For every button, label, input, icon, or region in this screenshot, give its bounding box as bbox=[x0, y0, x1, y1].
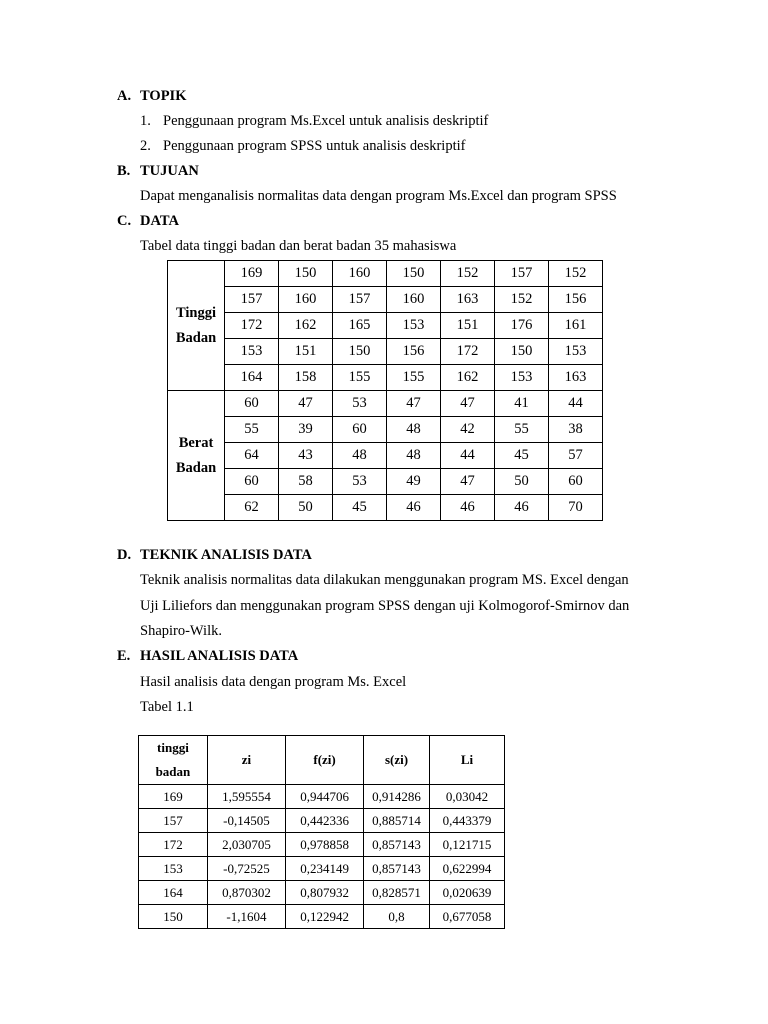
header-li: Li bbox=[429, 736, 504, 785]
result-cell: 1,595554 bbox=[207, 785, 285, 809]
topic-2-number: 2. bbox=[140, 138, 151, 154]
berat-row bbox=[168, 469, 603, 495]
tinggi-cell: 165 bbox=[333, 313, 387, 339]
berat-row bbox=[168, 391, 603, 417]
tinggi-cell: 160 bbox=[279, 287, 333, 313]
berat-cell: 46 bbox=[441, 495, 495, 521]
tinggi-cell: 172 bbox=[441, 339, 495, 365]
berat-cell: 55 bbox=[225, 417, 279, 443]
result-cell: 0,944706 bbox=[286, 785, 364, 809]
tinggi-cell: 156 bbox=[387, 339, 441, 365]
section-b-letter: B. bbox=[117, 163, 131, 179]
topic-2-text: Penggunaan program SPSS untuk analisis deskriptif bbox=[163, 138, 466, 154]
tinggi-cell: 169 bbox=[225, 261, 279, 287]
result-cell: 0,870302 bbox=[207, 881, 285, 905]
section-c-letter: C. bbox=[117, 213, 132, 229]
result-header-row bbox=[139, 736, 505, 785]
berat-cell: 44 bbox=[549, 391, 603, 417]
berat-label-1: Berat bbox=[178, 434, 214, 451]
technique-line-2: Uji Liliefors dan menggunakan program SPSS dengan uji Kolmogorof-Smirnov dan bbox=[140, 598, 630, 614]
berat-cell: 64 bbox=[225, 443, 279, 469]
result-cell: 0,857143 bbox=[364, 833, 430, 857]
berat-cell: 49 bbox=[387, 469, 441, 495]
header-badan: badan bbox=[155, 764, 191, 779]
berat-cell: 45 bbox=[333, 495, 387, 521]
result-cell: 0,442336 bbox=[286, 809, 364, 833]
result-cell: 0,857143 bbox=[364, 857, 430, 881]
section-e-title: HASIL ANALISIS DATA bbox=[140, 648, 299, 664]
section-c-title: DATA bbox=[140, 213, 179, 229]
tinggi-label-2: Badan bbox=[175, 329, 217, 346]
berat-cell: 46 bbox=[387, 495, 441, 521]
tinggi-cell: 152 bbox=[441, 261, 495, 287]
tinggi-cell: 156 bbox=[549, 287, 603, 313]
berat-cell: 50 bbox=[495, 469, 549, 495]
berat-cell: 48 bbox=[333, 443, 387, 469]
tinggi-row bbox=[168, 261, 603, 287]
tinggi-cell: 162 bbox=[279, 313, 333, 339]
tinggi-cell: 155 bbox=[387, 365, 441, 391]
berat-cell: 41 bbox=[495, 391, 549, 417]
header-szi: s(zi) bbox=[364, 736, 430, 785]
tinggi-cell: 150 bbox=[333, 339, 387, 365]
berat-label bbox=[168, 391, 225, 521]
section-b-title: TUJUAN bbox=[140, 163, 199, 179]
berat-cell: 47 bbox=[441, 391, 495, 417]
technique-line-1: Teknik analisis normalitas data dilakukan menggunakan program MS. Excel dengan bbox=[140, 572, 629, 588]
tinggi-cell: 153 bbox=[387, 313, 441, 339]
berat-cell: 38 bbox=[549, 417, 603, 443]
tinggi-cell: 163 bbox=[441, 287, 495, 313]
tinggi-row bbox=[168, 339, 603, 365]
tinggi-cell: 152 bbox=[495, 287, 549, 313]
tinggi-cell: 176 bbox=[495, 313, 549, 339]
berat-cell: 55 bbox=[495, 417, 549, 443]
berat-cell: 48 bbox=[387, 417, 441, 443]
result-cell: 0,122942 bbox=[286, 905, 364, 929]
result-cell: 0,828571 bbox=[364, 881, 430, 905]
tinggi-label bbox=[168, 261, 225, 391]
liliefors-result-table bbox=[138, 735, 505, 929]
tinggi-label-1: Tinggi bbox=[175, 304, 217, 321]
result-row bbox=[139, 833, 505, 857]
berat-cell: 62 bbox=[225, 495, 279, 521]
berat-cell: 39 bbox=[279, 417, 333, 443]
header-tinggi: tinggi bbox=[157, 740, 189, 755]
berat-cell: 47 bbox=[387, 391, 441, 417]
result-cell: -0,72525 bbox=[207, 857, 285, 881]
berat-cell: 53 bbox=[333, 391, 387, 417]
berat-cell: 60 bbox=[333, 417, 387, 443]
tinggi-cell: 163 bbox=[549, 365, 603, 391]
result-cell: 0,020639 bbox=[429, 881, 504, 905]
header-tinggi-badan bbox=[139, 736, 208, 785]
result-row bbox=[139, 881, 505, 905]
section-d-title: TEKNIK ANALISIS DATA bbox=[140, 547, 312, 563]
topic-1-number: 1. bbox=[140, 113, 151, 129]
result-cell: 0,8 bbox=[364, 905, 430, 929]
tinggi-cell: 153 bbox=[549, 339, 603, 365]
tinggi-cell: 150 bbox=[495, 339, 549, 365]
tinggi-cell: 153 bbox=[495, 365, 549, 391]
tinggi-row bbox=[168, 365, 603, 391]
berat-cell: 47 bbox=[441, 469, 495, 495]
topic-1-text: Penggunaan program Ms.Excel untuk analisis deskriptif bbox=[163, 113, 489, 129]
berat-cell: 57 bbox=[549, 443, 603, 469]
berat-cell: 43 bbox=[279, 443, 333, 469]
tinggi-cell: 160 bbox=[333, 261, 387, 287]
result-cell: 0,234149 bbox=[286, 857, 364, 881]
result-cell: 157 bbox=[139, 809, 208, 833]
tinggi-cell: 157 bbox=[333, 287, 387, 313]
result-cell: 0,443379 bbox=[429, 809, 504, 833]
result-cell: 0,914286 bbox=[364, 785, 430, 809]
result-cell: 172 bbox=[139, 833, 208, 857]
berat-cell: 42 bbox=[441, 417, 495, 443]
tinggi-cell: 157 bbox=[495, 261, 549, 287]
tinggi-cell: 172 bbox=[225, 313, 279, 339]
result-text: Hasil analisis data dengan program Ms. Excel bbox=[140, 674, 407, 690]
result-cell: 150 bbox=[139, 905, 208, 929]
berat-cell: 60 bbox=[549, 469, 603, 495]
result-cell: 153 bbox=[139, 857, 208, 881]
header-fzi: f(zi) bbox=[286, 736, 364, 785]
result-cell: -1,1604 bbox=[207, 905, 285, 929]
technique-line-3: Shapiro-Wilk. bbox=[140, 623, 222, 639]
result-cell: 0,978858 bbox=[286, 833, 364, 857]
section-a-title: TOPIK bbox=[140, 88, 187, 104]
tinggi-cell: 150 bbox=[387, 261, 441, 287]
result-cell: 0,121715 bbox=[429, 833, 504, 857]
berat-cell: 47 bbox=[279, 391, 333, 417]
result-row bbox=[139, 785, 505, 809]
berat-cell: 44 bbox=[441, 443, 495, 469]
tinggi-cell: 155 bbox=[333, 365, 387, 391]
tinggi-cell: 152 bbox=[549, 261, 603, 287]
berat-label-2: Badan bbox=[175, 459, 217, 476]
berat-cell: 50 bbox=[279, 495, 333, 521]
berat-cell: 58 bbox=[279, 469, 333, 495]
berat-cell: 60 bbox=[225, 391, 279, 417]
result-cell: -0,14505 bbox=[207, 809, 285, 833]
berat-cell: 60 bbox=[225, 469, 279, 495]
result-cell: 164 bbox=[139, 881, 208, 905]
result-row bbox=[139, 809, 505, 833]
tinggi-cell: 157 bbox=[225, 287, 279, 313]
height-weight-table bbox=[167, 260, 603, 521]
tinggi-cell: 153 bbox=[225, 339, 279, 365]
result-cell: 2,030705 bbox=[207, 833, 285, 857]
tinggi-cell: 151 bbox=[279, 339, 333, 365]
data-table-caption: Tabel data tinggi badan dan berat badan 35 mahasiswa bbox=[140, 238, 457, 254]
tinggi-row bbox=[168, 287, 603, 313]
tinggi-cell: 161 bbox=[549, 313, 603, 339]
tinggi-cell: 158 bbox=[279, 365, 333, 391]
section-d-letter: D. bbox=[117, 547, 132, 563]
section-a-letter: A. bbox=[117, 88, 132, 104]
result-cell: 0,885714 bbox=[364, 809, 430, 833]
berat-row bbox=[168, 495, 603, 521]
berat-row bbox=[168, 443, 603, 469]
goal-text: Dapat menganalisis normalitas data dengan program Ms.Excel dan program SPSS bbox=[140, 188, 617, 204]
berat-cell: 46 bbox=[495, 495, 549, 521]
tinggi-cell: 164 bbox=[225, 365, 279, 391]
result-table-caption: Tabel 1.1 bbox=[140, 699, 194, 715]
tinggi-cell: 151 bbox=[441, 313, 495, 339]
tinggi-cell: 160 bbox=[387, 287, 441, 313]
berat-cell: 70 bbox=[549, 495, 603, 521]
section-e-letter: E. bbox=[117, 648, 131, 664]
tinggi-cell: 150 bbox=[279, 261, 333, 287]
result-cell: 0,622994 bbox=[429, 857, 504, 881]
tinggi-row bbox=[168, 313, 603, 339]
berat-cell: 53 bbox=[333, 469, 387, 495]
result-cell: 169 bbox=[139, 785, 208, 809]
result-row bbox=[139, 857, 505, 881]
berat-cell: 45 bbox=[495, 443, 549, 469]
result-cell: 0,03042 bbox=[429, 785, 504, 809]
tinggi-cell: 162 bbox=[441, 365, 495, 391]
header-zi: zi bbox=[207, 736, 285, 785]
berat-cell: 48 bbox=[387, 443, 441, 469]
result-cell: 0,807932 bbox=[286, 881, 364, 905]
berat-row bbox=[168, 417, 603, 443]
result-row bbox=[139, 905, 505, 929]
result-cell: 0,677058 bbox=[429, 905, 504, 929]
